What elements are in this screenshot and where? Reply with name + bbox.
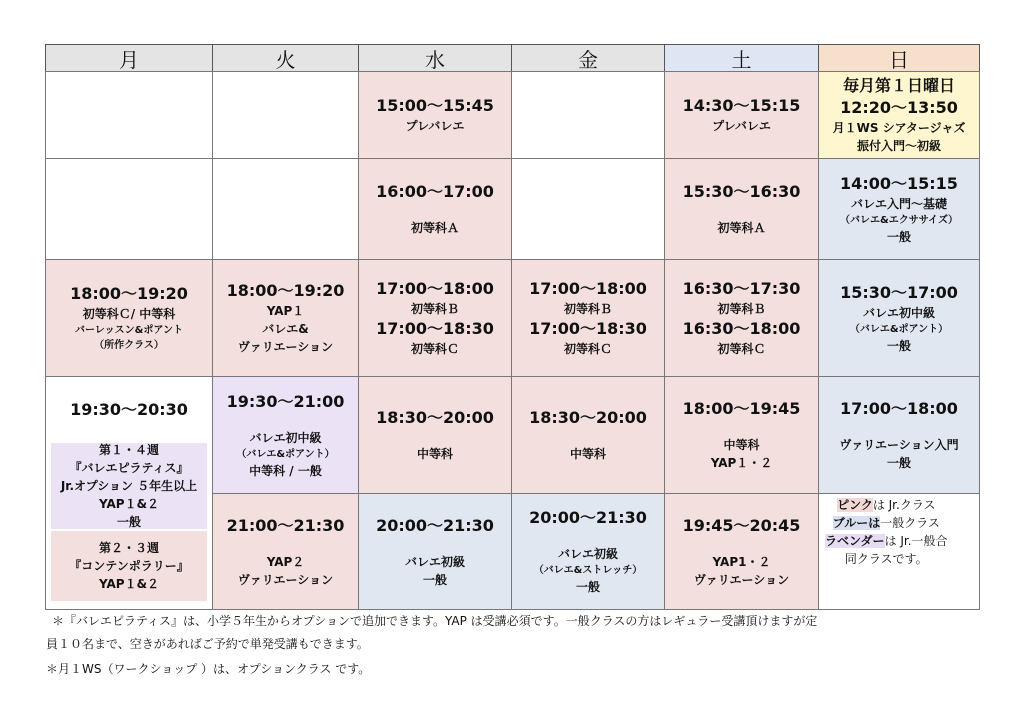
class-time: 18:00～19:20 [70, 284, 188, 303]
class-time: 19:45～20:45 [682, 515, 801, 535]
class-time: 14:00～15:15 [840, 173, 958, 193]
class-time: 16:30～17:30 [682, 279, 801, 298]
cell-wed-r1 [358, 71, 512, 159]
color-legend [825, 496, 948, 568]
legend-blue-text: 一般クラス [880, 516, 940, 530]
class-time: 15:00～15:45 [376, 96, 494, 115]
mon-pilates-line: Jr.オプション ５年生以上 [60, 479, 198, 493]
cell-tue-r3 [212, 259, 359, 377]
class-label: バレエ初級 [557, 547, 618, 561]
cell-tue-r4 [212, 376, 359, 494]
footnote-line2: 員１０名まで、空きがあればご予約で単発受講もできます。 [46, 637, 369, 651]
cell-sat-r5 [664, 493, 819, 610]
class-label: YAP１ [266, 304, 305, 318]
mon-pilates-line: 『バレエピラティス』 [69, 461, 189, 475]
cell-tue-r5 [212, 493, 359, 610]
class-time: 18:30～20:00 [376, 408, 494, 427]
mon-evening-time: 19:30～20:30 [70, 400, 188, 419]
class-label: 初等科Ａ [410, 221, 459, 235]
class-time: 毎月第１日曜日 [842, 76, 955, 95]
class-label: 一般 [575, 580, 600, 594]
cell-wed-r3 [358, 259, 512, 377]
class-label: バレエ& [262, 322, 309, 336]
mon-contemporary-line: 『コンテンポラリー』 [69, 559, 189, 573]
class-time: 17:00～18:00 [840, 399, 958, 418]
class-label: 初等科Ｃ [563, 342, 612, 356]
cell-sat-r3 [664, 259, 819, 377]
cell-sun-legend [818, 493, 980, 610]
class-label: 中等科 [569, 447, 606, 461]
class-label: （バレエ&ポアント） [236, 448, 335, 460]
class-label: （バレエ&エクササイズ） [840, 214, 958, 226]
class-label: 中等科 / 一般 [249, 463, 322, 478]
class-time: 18:00～19:45 [682, 399, 801, 418]
cell-fri-r4 [511, 376, 665, 494]
cell-wed-r4 [358, 376, 512, 494]
cell-sat-r4 [664, 376, 819, 494]
class-label: バレエ初中級 [249, 430, 322, 445]
mon-pilates-block [51, 443, 207, 529]
class-label: YAP1・２ [712, 554, 771, 569]
cell-mon-r45 [45, 376, 213, 610]
class-time: 20:00～21:30 [376, 515, 494, 535]
class-time: 14:30～15:15 [682, 96, 801, 115]
cell-fri-r1 [511, 71, 665, 159]
class-time: 16:30～18:00 [682, 319, 801, 338]
class-label: 一般 [886, 338, 911, 353]
class-label: 初等科Ｂ [410, 302, 459, 316]
class-time: 12:20～13:50 [840, 98, 958, 117]
class-time: 21:00～21:30 [226, 515, 345, 535]
legend-pink-text: は Jr.クラス [872, 498, 936, 512]
class-label: （所作クラス） [94, 340, 164, 351]
cell-sun-r1 [818, 71, 980, 159]
class-label: （バレエ&ストレッチ） [533, 565, 643, 576]
cell-sun-r4 [818, 376, 980, 494]
cell-mon-r1 [45, 71, 213, 159]
class-label: 月１WS シアタージャズ [832, 121, 966, 135]
legend-lavender: ラベンダー [825, 534, 885, 548]
class-label: 初等科Ｃ [410, 342, 459, 356]
footnote-line3: ＊月１WS（ワークショップ ）は、オプションクラス です。 [46, 662, 371, 676]
legend-pink: ピンク [837, 498, 873, 512]
class-label: ヴァリエーション [237, 572, 334, 587]
cell-wed-r5 [358, 493, 512, 610]
class-label: ヴァリエーション [237, 340, 334, 354]
class-label: プレバレエ [712, 119, 771, 133]
class-time: 19:30～21:00 [226, 391, 345, 411]
class-label: バレエ初中級 [862, 305, 935, 320]
cell-wed-r2 [358, 158, 512, 260]
class-label: 一般 [422, 572, 447, 587]
cell-sat-r1 [664, 71, 819, 159]
class-label: 初等科Ｃ/ 中等科 [82, 307, 176, 321]
class-time: 17:00～18:30 [529, 319, 647, 338]
class-label: YAP１・２ [710, 456, 773, 470]
header-tue: 火 [212, 44, 359, 72]
footnote-line1: ＊『バレエピラティス』は、小学５年生からオプションで追加できます。YAP は受講必須です。一般クラスの方はレギュラー受講頂けますが定 [52, 614, 818, 628]
cell-sun-r2 [818, 158, 980, 260]
class-label: 中等科 [416, 447, 453, 461]
class-time: 17:00～18:00 [376, 279, 494, 298]
class-time: 17:00～18:00 [529, 279, 647, 298]
cell-sat-r2 [664, 158, 819, 260]
legend-lavender-text: は Jr.一般合 [884, 534, 948, 548]
class-label: 初等科Ａ [717, 221, 766, 235]
mon-pilates-line: YAP１&２ [98, 497, 160, 511]
cell-mon-r3 [45, 259, 213, 377]
class-time: 15:30～16:30 [682, 182, 801, 201]
legend-blue: ブルーは [832, 516, 881, 530]
mon-contemporary-line: YAP１&２ [98, 577, 160, 591]
class-label: ヴァリエーション入門 [839, 438, 959, 452]
class-label: 振付入門～初級 [856, 139, 941, 153]
cell-sun-r3 [818, 259, 980, 377]
class-label: バレエ初級 [404, 554, 465, 569]
header-wed: 水 [358, 44, 512, 72]
class-time: 20:00～21:30 [529, 508, 647, 527]
header-sun: 日 [818, 44, 980, 72]
class-label: 一般 [886, 229, 911, 244]
class-label: 初等科Ｂ [717, 302, 766, 316]
class-label: （バレエ&ポアント） [849, 323, 949, 335]
mon-contemporary-line: 第２・３週 [98, 541, 159, 555]
class-label: ヴァリエーション [693, 572, 790, 587]
class-time: 18:30～20:00 [529, 408, 647, 427]
class-label: YAP２ [266, 554, 305, 569]
class-label: 一般 [886, 456, 911, 470]
header-sat: 土 [664, 44, 819, 72]
header-fri: 金 [511, 44, 665, 72]
legend-lavender-text2: 同クラスです。 [844, 552, 928, 566]
cell-fri-r3 [511, 259, 665, 377]
cell-tue-r1 [212, 71, 359, 159]
header-mon: 月 [45, 44, 213, 72]
cell-mon-r2 [45, 158, 213, 260]
timetable-grid [45, 44, 980, 610]
mon-pilates-line: 一般 [116, 515, 141, 529]
class-label: 中等科 [723, 438, 760, 452]
class-time: 18:00～19:20 [226, 281, 345, 300]
class-label: バレエ入門～基礎 [850, 196, 947, 211]
class-time: 17:00～18:30 [376, 319, 494, 338]
class-label: プレバレエ [405, 119, 465, 133]
class-label: 初等科Ｃ [717, 342, 766, 356]
mon-contemporary-block [51, 531, 207, 601]
cell-fri-r5 [511, 493, 665, 610]
class-time: 15:30～17:00 [840, 282, 958, 302]
class-label: バーレッスン&ポアント [74, 325, 184, 336]
cell-tue-r2 [212, 158, 359, 260]
cell-fri-r2 [511, 158, 665, 260]
class-time: 16:00～17:00 [376, 182, 494, 201]
mon-pilates-line: 第１・４週 [98, 443, 159, 457]
class-label: 初等科Ｂ [563, 302, 612, 316]
